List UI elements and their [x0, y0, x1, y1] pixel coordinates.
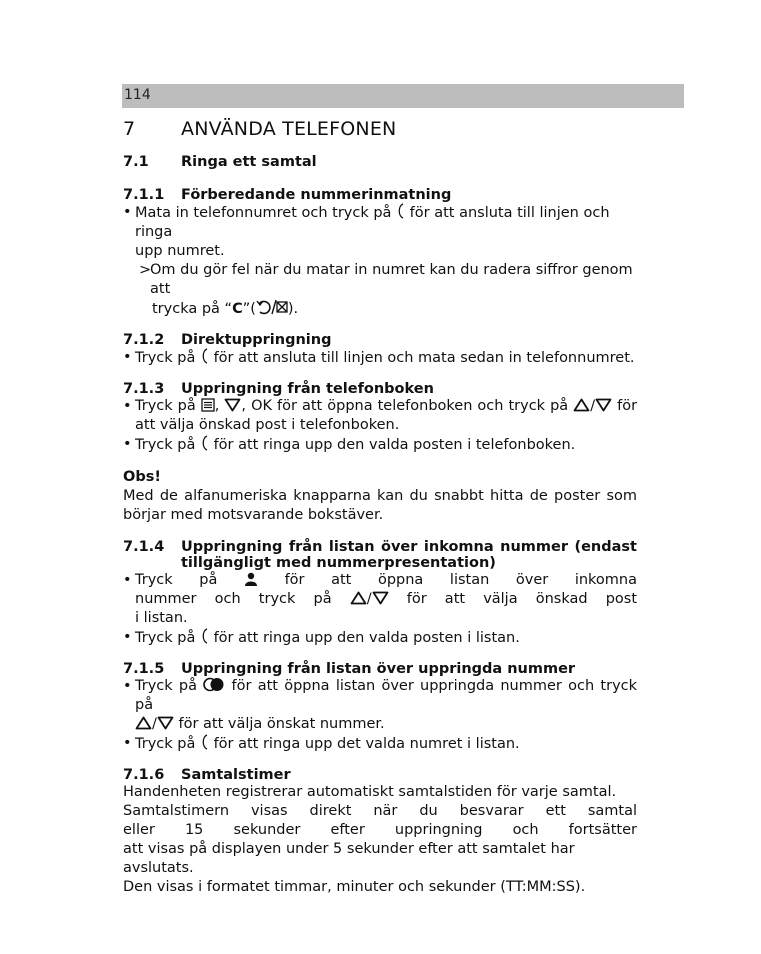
- ok-key-label: OK: [251, 398, 272, 414]
- c-key-label: C: [232, 301, 243, 317]
- section-title: tillgängligt med nummerpresentation): [181, 555, 496, 571]
- bullet-icon: •: [123, 735, 132, 751]
- list-item: • Tryck på för att ansluta till linjen och mata sedan in telefonnumret.: [123, 349, 635, 366]
- back-clear-icon: [256, 299, 288, 315]
- list-item: • Tryck på för att öppna listan över inkomna nummer och tryck på / för att välja önskad post i listan.: [123, 572, 638, 626]
- bullet-icon: •: [123, 349, 132, 365]
- chapter-title: ANVÄNDA TELEFONEN: [181, 118, 397, 140]
- page-content: [123, 118, 637, 897]
- call-key-icon: [200, 435, 209, 451]
- list-item: • Tryck på , , OK för att öppna telefonboken och tryck på / för att välja önskad post i telefonboken.: [123, 398, 638, 433]
- list-item: • Tryck på för att ringa upp den valda posten i listan.: [123, 629, 520, 646]
- note-line: Med de alfanumeriska knapparna kan du snabbt hitta de poster som: [123, 488, 637, 504]
- section-heading-7-1-6: [123, 767, 637, 783]
- call-key-icon: [396, 203, 405, 219]
- down-arrow-key-icon: [157, 716, 174, 730]
- section-number: 7.1.1: [123, 187, 165, 203]
- down-arrow-key-icon: [224, 398, 241, 412]
- call-key-icon: [200, 628, 209, 644]
- list-item: • Mata in telefonnumret och tryck på för att ansluta till linjen och ringa upp numret.: [123, 204, 610, 259]
- bullet-icon: •: [123, 629, 132, 645]
- up-arrow-key-icon: [135, 716, 152, 730]
- bullet-icon: •: [123, 572, 132, 588]
- up-arrow-key-icon: [573, 398, 590, 412]
- section-title: Ringa ett samtal: [181, 154, 317, 170]
- list-item: • Tryck på för att ringa upp det valda numret i listan.: [123, 735, 520, 752]
- chapter-heading: [123, 118, 637, 140]
- list-item: • Tryck på för att öppna listan över uppringda nummer och tryck på / för att välja önskat nummer.: [123, 678, 638, 732]
- list-item: • Tryck på för att ringa upp den valda posten i telefonboken.: [123, 436, 576, 453]
- note-label: Obs!: [123, 469, 161, 485]
- body-line: att visas på displayen under 5 sekunder efter att samtalet har avslutats.: [123, 841, 575, 876]
- section-heading-7-1-2: [123, 332, 637, 348]
- section-number: 7.1.6: [123, 767, 165, 783]
- section-number: 7.1: [123, 154, 149, 170]
- page-header-bar: [122, 84, 684, 108]
- section-heading-7-1-1: [123, 187, 637, 203]
- section-title: Samtalstimer: [181, 767, 291, 783]
- page-number: 114: [124, 87, 151, 103]
- body-line: Samtalstimern visas direkt när du besvarar ett samtal: [123, 803, 637, 819]
- down-arrow-key-icon: [372, 591, 389, 605]
- section-heading-7-1-5: [123, 661, 637, 677]
- call-key-icon: [200, 734, 209, 750]
- section-heading-7-1: [123, 154, 637, 170]
- person-key-icon: [244, 572, 258, 586]
- bullet-icon: •: [123, 436, 132, 452]
- section-title: Uppringning från listan över uppringda nummer: [181, 661, 576, 677]
- chapter-number: 7: [123, 118, 136, 140]
- section-heading-7-1-3: [123, 381, 637, 397]
- body-line: Den visas i formatet timmar, minuter och sekunder (TT:MM:SS).: [123, 879, 586, 895]
- section-title: Uppringning från telefonboken: [181, 381, 434, 397]
- section-number: 7.1.2: [123, 332, 165, 348]
- section-heading-7-1-4: [123, 539, 637, 571]
- redial-key-icon: [203, 677, 225, 692]
- list-subitem: > Om du gör fel när du matar in numret kan du radera siffror genom att trycka på “C”( ).: [139, 262, 633, 317]
- section-title: Direktuppringning: [181, 332, 332, 348]
- call-key-icon: [200, 348, 209, 364]
- bullet-icon: •: [123, 398, 132, 414]
- body-line: eller 15 sekunder efter uppringning och fortsätter: [123, 822, 637, 838]
- menu-key-icon: [201, 398, 215, 412]
- bullet-icon: •: [123, 204, 132, 220]
- section-title: Förberedande nummerinmatning: [181, 187, 452, 203]
- section-number: 7.1.5: [123, 661, 165, 677]
- down-arrow-key-icon: [595, 398, 612, 412]
- section-number: 7.1.4: [123, 539, 165, 555]
- body-line: Handenheten registrerar automatiskt samtalstiden för varje samtal.: [123, 784, 617, 800]
- section-number: 7.1.3: [123, 381, 165, 397]
- arrow-marker-icon: >: [139, 262, 152, 278]
- section-title: Uppringning från listan över inkomna nummer (endast: [181, 539, 637, 555]
- up-arrow-key-icon: [350, 591, 367, 605]
- note-line: börjar med motsvarande bokstäver.: [123, 507, 384, 523]
- bullet-icon: •: [123, 678, 132, 694]
